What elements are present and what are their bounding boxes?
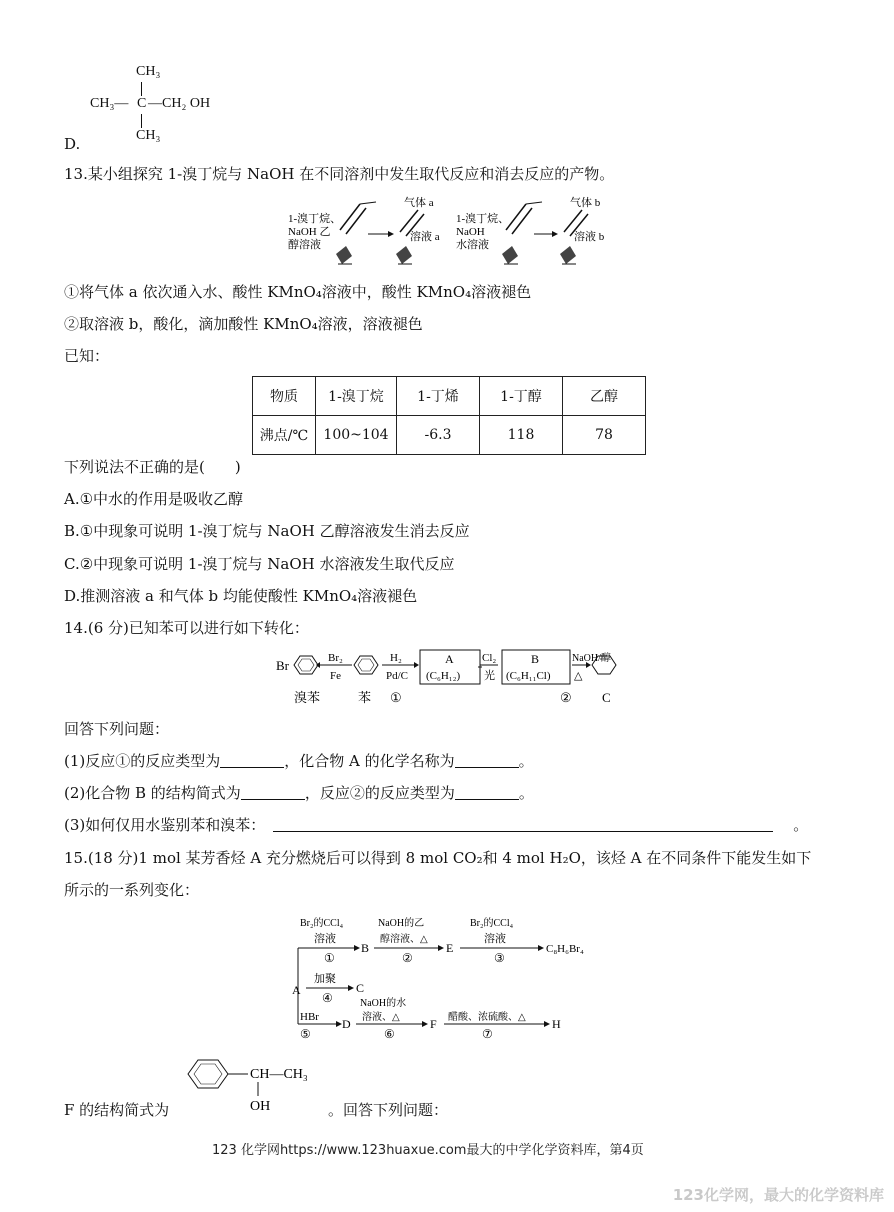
r3-top: Cl₂ bbox=[482, 652, 497, 664]
s1-top: Br₂的CCl₄ bbox=[300, 918, 344, 929]
lbl-benzene: 苯 bbox=[358, 690, 372, 705]
br-label: Br bbox=[276, 658, 289, 673]
table-header-row bbox=[253, 377, 646, 416]
answer-blank-long[interactable] bbox=[273, 817, 773, 832]
s3-mid: 溶液 bbox=[484, 933, 506, 945]
q14-q1-b: ，化合物 A 的化学名称为 bbox=[284, 752, 455, 770]
q15-f-end: 。回答下列问题： bbox=[328, 1101, 449, 1119]
s7-top: 醋酸、浓硫酸、△ bbox=[448, 1012, 526, 1023]
r2-top: H₂ bbox=[390, 652, 402, 664]
s2-num: ② bbox=[402, 951, 413, 965]
gas-a-label: 气体 a bbox=[404, 197, 434, 209]
r4-top: NaOH/醇 bbox=[572, 653, 611, 664]
right-reagent-1: 1-溴丁烷、 bbox=[456, 213, 510, 225]
q13-known: 已知： bbox=[64, 347, 110, 365]
s3-top: Br₂的CCl₄ bbox=[470, 918, 514, 929]
s7-num: ⑦ bbox=[482, 1027, 493, 1041]
q14-q2-a: (2)化合物 B 的结构简式为 bbox=[64, 784, 241, 802]
s4-top: 加聚 bbox=[314, 973, 336, 985]
r1-bot: Fe bbox=[330, 670, 341, 682]
f-chain: CH—CH₃ bbox=[250, 1067, 308, 1082]
table-cell: 1-丁醇 bbox=[480, 377, 563, 416]
q14-q3-a: (3)如何仅用水鉴别苯和溴苯： bbox=[64, 816, 266, 834]
table-cell: 乙醇 bbox=[563, 377, 646, 416]
table-cell: 100~104 bbox=[316, 416, 397, 455]
node-c: C bbox=[356, 981, 365, 995]
q14-answer-intro: 回答下列问题： bbox=[64, 720, 170, 738]
box-a-label: A bbox=[445, 652, 454, 666]
q14-q3-c: 。 bbox=[793, 816, 809, 834]
q14-stem: 14.(6 分)已知苯可以进行如下转化： bbox=[64, 619, 309, 637]
table-cell: 1-丁烯 bbox=[397, 377, 480, 416]
answer-blank[interactable] bbox=[455, 785, 519, 800]
q14-q1-c: 。 bbox=[518, 752, 534, 770]
left-reagent-2: NaOH 乙 bbox=[288, 226, 331, 238]
s6-mid: 溶液、△ bbox=[362, 1012, 400, 1023]
product-formula: C₈H₆Br₄ bbox=[546, 943, 584, 955]
s2-top: NaOH的乙 bbox=[378, 918, 425, 929]
q14-q3 bbox=[64, 815, 808, 835]
s3-num: ③ bbox=[494, 951, 505, 965]
q13-option-b: B.①中现象可说明 1-溴丁烷与 NaOH 乙醇溶液发生消去反应 bbox=[64, 522, 470, 540]
q15-stem-2: 所示的一系列变化： bbox=[64, 881, 200, 899]
table-cell: 沸点/℃ bbox=[253, 416, 316, 455]
table-cell: 物质 bbox=[253, 377, 316, 416]
struct-center: C bbox=[137, 96, 147, 111]
box-b-formula: (C₆H₁₁Cl) bbox=[506, 670, 551, 682]
node-b: B bbox=[361, 941, 370, 955]
struct-right: —CH₂ OH bbox=[148, 96, 211, 111]
struct-left: CH₃— bbox=[90, 96, 129, 111]
table-cell: -6.3 bbox=[397, 416, 480, 455]
left-reagent-1: 1-溴丁烷、 bbox=[288, 213, 342, 225]
s1-mid: 溶液 bbox=[314, 933, 336, 945]
left-reagent-3: 醇溶液 bbox=[288, 239, 321, 251]
r3-bot: 光 bbox=[484, 670, 495, 682]
watermark: 123化学网，最大的化学资料库 bbox=[672, 1186, 884, 1204]
q13-stem: 13.某小组探究 1-溴丁烷与 NaOH 在不同溶剂中发生取代反应和消去反应的产物。 bbox=[64, 165, 615, 183]
answer-blank[interactable] bbox=[241, 785, 305, 800]
lbl-bromobenzene: 溴苯 bbox=[294, 690, 321, 705]
struct-bottom: CH₃ bbox=[136, 128, 161, 143]
q13-obs1: ①将气体 a 依次通入水、酸性 KMnO₄溶液中，酸性 KMnO₄溶液褪色 bbox=[64, 283, 532, 301]
q13-option-a: A.①中水的作用是吸收乙醇 bbox=[64, 490, 244, 508]
s4-num: ④ bbox=[322, 991, 333, 1005]
f-structure bbox=[184, 1056, 324, 1116]
answer-blank[interactable] bbox=[455, 753, 519, 768]
right-reagent-2: NaOH bbox=[456, 226, 485, 238]
right-reagent-3: 水溶液 bbox=[456, 239, 489, 251]
test-tube-1 bbox=[336, 202, 376, 264]
table-cell: 118 bbox=[480, 416, 563, 455]
q14-reaction-scheme bbox=[272, 648, 622, 710]
test-tube-3 bbox=[502, 202, 542, 264]
gas-b-label: 气体 b bbox=[570, 197, 601, 209]
lbl-2: ② bbox=[560, 690, 572, 705]
page-footer: 123 化学网https://www.123huaxue.com最大的中学化学资料库，第4页 bbox=[212, 1143, 644, 1158]
q14-q2 bbox=[64, 783, 534, 803]
node-h: H bbox=[552, 1017, 561, 1031]
s5-top: HBr bbox=[300, 1011, 319, 1023]
q13-apparatus-diagram bbox=[280, 192, 620, 272]
bond-bottom bbox=[141, 114, 142, 128]
struct-top: CH₃ bbox=[136, 64, 161, 79]
r2-bot: Pd/C bbox=[386, 670, 409, 682]
r4-bot: △ bbox=[574, 670, 583, 682]
q14-q2-b: ，反应②的反应类型为 bbox=[304, 784, 455, 802]
node-d: D bbox=[342, 1017, 351, 1031]
r1-top: Br₂ bbox=[328, 652, 343, 664]
q15-f-intro: F 的结构简式为 bbox=[64, 1101, 170, 1119]
prev-option-structure bbox=[86, 62, 246, 146]
table-cell: 78 bbox=[563, 416, 646, 455]
q13-question: 下列说法不正确的是( ) bbox=[64, 458, 241, 476]
boiling-point-table bbox=[252, 376, 646, 455]
box-a-formula: (C₆H₁₂) bbox=[426, 670, 461, 682]
lbl-c: C bbox=[602, 690, 611, 705]
prev-option-label: D. bbox=[64, 135, 81, 153]
q14-q2-c: 。 bbox=[518, 784, 534, 802]
node-e: E bbox=[446, 941, 454, 955]
s6-top: NaOH的水 bbox=[360, 998, 407, 1009]
q14-q1-a: (1)反应①的反应类型为 bbox=[64, 752, 221, 770]
q13-option-c: C.②中现象可说明 1-溴丁烷与 NaOH 水溶液发生取代反应 bbox=[64, 555, 455, 573]
s1-num: ① bbox=[324, 951, 335, 965]
s5-num: ⑤ bbox=[300, 1027, 311, 1041]
s2-mid: 醇溶液、△ bbox=[380, 934, 428, 945]
q14-q1 bbox=[64, 751, 534, 771]
q13-option-d: D.推测溶液 a 和气体 b 均能使酸性 KMnO₄溶液褪色 bbox=[64, 587, 418, 605]
s6-num: ⑥ bbox=[384, 1027, 395, 1041]
q15-reaction-scheme bbox=[284, 912, 614, 1048]
bond-top bbox=[141, 82, 142, 96]
node-a: A bbox=[292, 983, 301, 997]
table-row bbox=[253, 416, 646, 455]
lbl-1: ① bbox=[390, 690, 402, 705]
box-b-label: B bbox=[531, 652, 540, 666]
node-f: F bbox=[430, 1017, 437, 1031]
q13-obs2: ②取溶液 b，酸化，滴加酸性 KMnO₄溶液，溶液褪色 bbox=[64, 315, 423, 333]
q15-stem-1: 15.(18 分)1 mol 某芳香烃 A 充分燃烧后可以得到 8 mol CO₂和 4 mol H₂O，该烃 A 在不同条件下能发生如下 bbox=[64, 849, 812, 867]
table-cell: 1-溴丁烷 bbox=[316, 377, 397, 416]
answer-blank[interactable] bbox=[220, 753, 284, 768]
sol-b-label: 溶液 b bbox=[574, 231, 605, 243]
sol-a-label: 溶液 a bbox=[410, 231, 440, 243]
f-oh: OH bbox=[250, 1099, 271, 1114]
